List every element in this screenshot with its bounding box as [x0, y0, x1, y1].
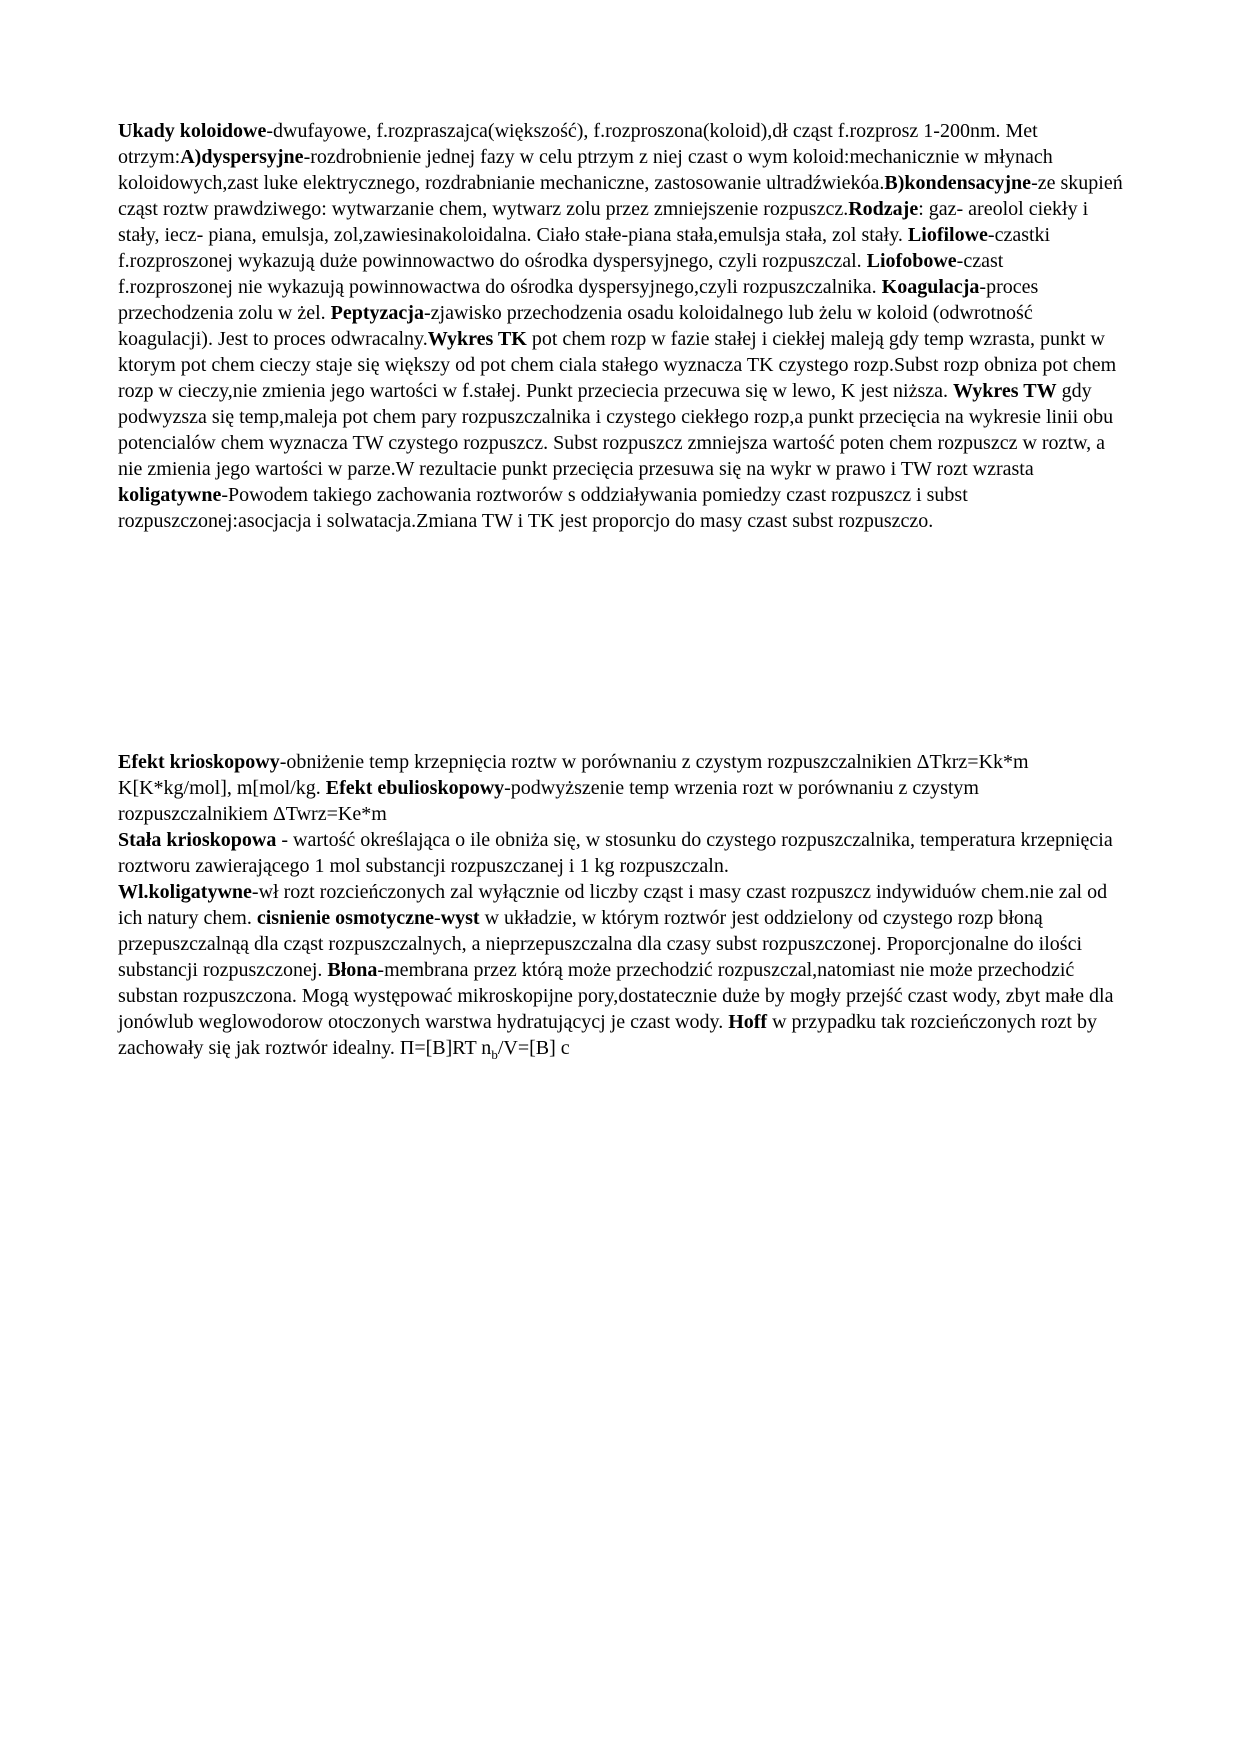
term-koligatywne: koligatywne — [118, 484, 222, 506]
text-span: -proces przechodzenia zolu w żel. — [118, 276, 1039, 324]
term-efekt-ebulioskopowy: Efekt ebulioskopowy — [325, 777, 505, 799]
text-span: -ze skupień cząst roztw prawdziwego: wytwarzanie chem, wytwarz zolu przez zmniejszenie rozpuszcz. — [118, 172, 1123, 220]
term-hoff: Hoff — [728, 1011, 768, 1033]
text-span: -wł rozt rozcieńczonych zal wyłącznie od liczby cząst i masy czast rozpuszcz indywiduów chem.nie zal od ich natury chem. — [118, 881, 1108, 929]
subscript-b: b — [491, 1047, 498, 1062]
term-koloidowe: Ukady koloidowe — [118, 120, 267, 142]
text-span: -Powodem takiego zachowania roztworów s oddziaływania pomiedzy czast rozpuszcz i subst rozpuszczonej:asocjacja i solwatacja.Zmiana TW i TK jest proporcjo do masy czast subst rozpuszczo. — [118, 484, 968, 532]
term-wl-koligatywne: Wl.koligatywne — [118, 881, 252, 903]
paragraph-colloids — [118, 118, 1123, 534]
text-span: -dwufayowe, f.rozpraszajca(większość), f.rozproszona(koloid),dł cząst f.rozprosz 1-200nm. Met otrzym: — [118, 120, 1038, 168]
term-cisnienie-osmotyczne: cisnienie osmotyczne — [256, 907, 435, 929]
term-stala-krioskopowa: Stała krioskopowa — [118, 829, 277, 851]
term-liofilowe: Liofilowe — [907, 224, 988, 246]
term-koagulacja: Koagulacja — [881, 276, 980, 298]
text-span: - — [434, 907, 441, 929]
text-span: -obniżenie temp krzepnięcia roztw w porównaniu z czystym rozpuszczalnikien ΔTkrz=Kk*m K[K*kg/mol], m[mol/kg. — [118, 751, 1029, 799]
text-span: w układzie, w którym roztwór jest oddzielony od czystego rozp błoną przepuszczalnąą dla cząst rozpuszczalnych, a nieprzepuszczalna dla czasy subst rozpuszczonej. Proporcjonalne do ilości substancji rozpuszczonej. — [118, 907, 1083, 981]
term-rodzaje: Rodzaje — [848, 198, 919, 220]
text-span: pot chem rozp w fazie stałej i ciekłej maleją gdy temp wzrasta, punkt w ktorym pot chem cieczy staje się większy od pot chem ciala stałego wyznacza TK czystego rozp.Subst rozp obniza pot chem rozp w cieczy,nie zmienia jego wartości w f.stałej. Punkt przeciecia przecuwa się w lewo, K jest niższa. — [118, 328, 1117, 402]
document-page — [118, 0, 1123, 1754]
text-span: w przypadku tak rozcieńczonych rozt by zachowały się jak roztwór idealny. Π=[B]RT n — [118, 1011, 1097, 1059]
text-span: : gaz- areolol ciekły i stały, iecz- piana, emulsja, zol,zawiesinakoloidalna. Ciało stałe-piana stała,emulsja stała, zol stały. — [118, 198, 1089, 246]
term-kondensacyjne: B)kondensacyjne — [884, 172, 1032, 194]
paragraph-colligative — [118, 749, 1123, 1061]
text-span: - wartość określająca o ile obniża się, w stosunku do czystego rozpuszczalnika, temperatura krzepnięcia roztworu zawierającego 1 mol substancji rozpuszczanej i 1 kg rozpuszczaln. — [118, 829, 1113, 877]
text-span: -zjawisko przechodzenia osadu koloidalnego lub żelu w koloid (odwrotność koagulacji). Jest to proces odwracalny. — [118, 302, 1033, 350]
term-wyst: wyst — [440, 907, 480, 929]
text-span: -podwyższenie temp wrzenia rozt w porównaniu z czystym rozpuszczalnikiem ΔTwrz=Ke*m — [118, 777, 979, 825]
term-dyspersyjne: A)dyspersyjne — [180, 146, 304, 168]
text-span: -membrana przez którą może przechodzić rozpuszczal,natomiast nie może przechodzić substan rozpuszczona. Mogą występować mikroskopijne pory,dostatecznie duże by mogły przejść czast wody, zbyt małe dla jonówlub weglowodorow otoczonych warstwa hydratującycj je czast wody. — [118, 959, 1114, 1033]
text-span: -rozdrobnienie jednej fazy w celu ptrzym z niej czast o wym koloid:mechanicznie w młynach koloidowych,zast luke elektrycznego, rozdrabnianie mechaniczne, zastosowanie ultradźwiekóa. — [118, 146, 1053, 194]
term-liofobowe: Liofobowe — [866, 250, 957, 272]
term-peptyzacja: Peptyzacja — [330, 302, 424, 324]
term-wykres-tw: Wykres TW — [953, 380, 1057, 402]
term-blona: Błona — [327, 959, 378, 981]
text-span: /V=[B] c — [497, 1037, 570, 1059]
term-efekt-krioskopowy: Efekt krioskopowy — [118, 751, 280, 773]
text-span: -czast f.rozproszonej nie wykazują powinnowactwa do ośrodka dyspersyjnego,czyli rozpuszczalnika. — [118, 250, 1004, 298]
term-wykres-tk: Wykres TK — [427, 328, 527, 350]
text-span: gdy podwyzsza się temp,maleja pot chem pary rozpuszczalnika i czystego ciekłego rozp,a punkt przecięcia na wykresie linii obu potencialów chem wyznacza TW czystego rozpuszcz. Subst rozpuszcz zmniejsza wartość poten chem rozpuszcz w roztw, a nie zmienia jego wartości w parze.W rezultacie punkt przecięcia przesuwa się na wykr w prawo i TW rozt wzrasta — [118, 380, 1114, 480]
text-span: -czastki f.rozproszonej wykazują duże powinnowactwo do ośrodka dyspersyjnego, czyli rozpuszczal. — [118, 224, 1051, 272]
